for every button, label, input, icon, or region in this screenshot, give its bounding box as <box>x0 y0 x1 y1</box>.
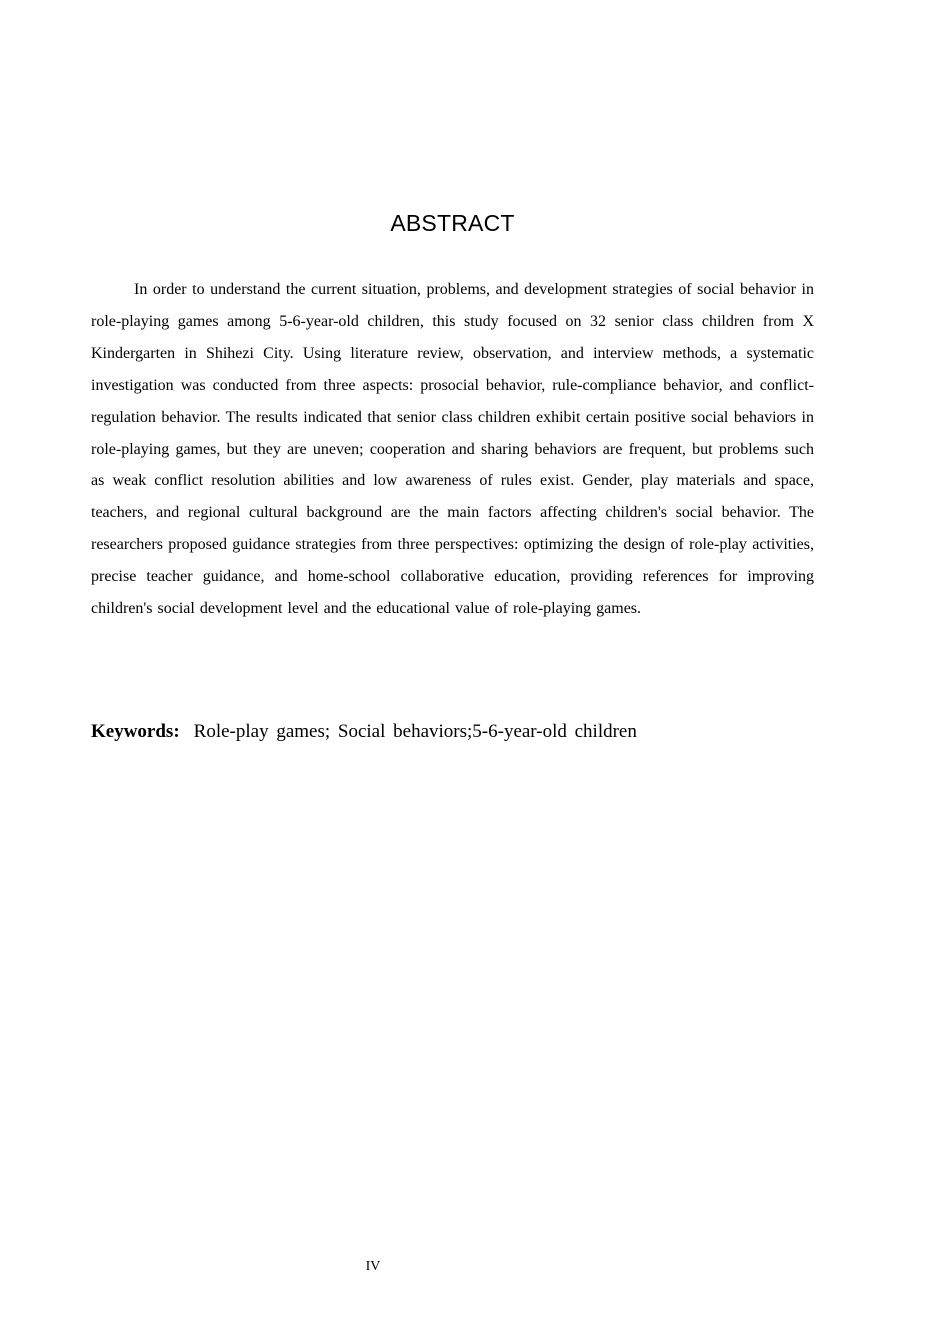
abstract-body: In order to understand the current situation, problems, and development strategies of social behavior in role-playing games among 5-6-year-old children, this study focused on 32 senior class children from X Kindergarten in Shihezi City. Using literature review, observation, and interview methods, a systematic investigation was conducted from three aspects: prosocial behavior, rule-compliance behavior, and conflict-regulation behavior. The results indicated that senior class children exhibit certain positive social behaviors in role-playing games, but they are uneven; cooperation and sharing behaviors are frequent, but problems such as weak conflict resolution abilities and low awareness of rules exist. Gender, play materials and space, teachers, and regional cultural background are the main factors affecting children's social behavior. The researchers proposed guidance strategies from three perspectives: optimizing the design of role-play activities, precise teacher guidance, and home-school collaborative education, providing references for improving children's social development level and the educational value of role-playing games. <box>91 281 814 618</box>
page-number: IV <box>365 1259 381 1274</box>
keywords-label: Keywords: <box>91 721 180 742</box>
keywords-line <box>91 718 814 746</box>
abstract-title: ABSTRACT <box>390 210 515 236</box>
keywords-value: Role-play games; Social behaviors;5-6-year-old children <box>193 721 637 742</box>
